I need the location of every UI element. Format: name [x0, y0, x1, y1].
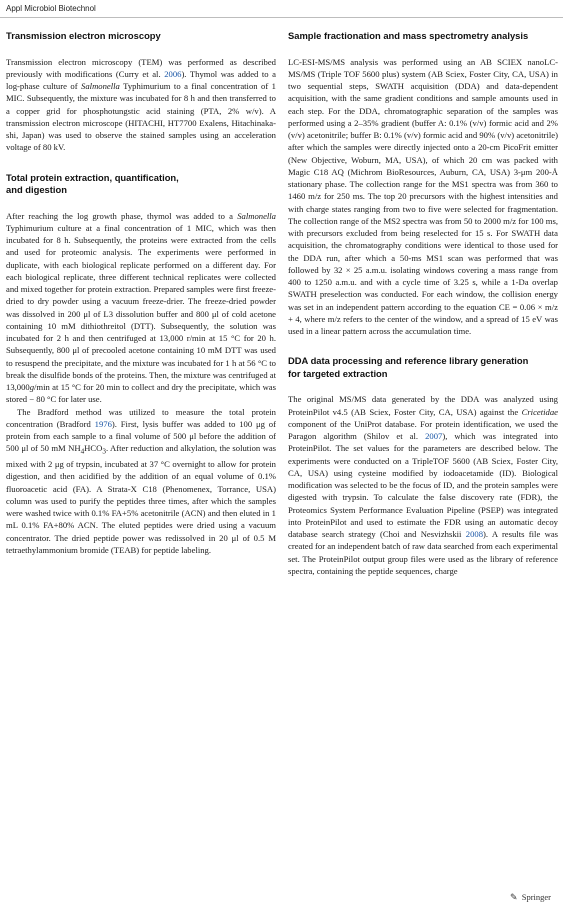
running-header [0, 0, 563, 18]
citation-link-bradford[interactable]: 1976 [94, 418, 112, 429]
paragraph-bradford: The Bradford method was utilized to measure the total protein concentration (Bradford 1976). First, lysis buffer was added to 100 μg of protein from each sample to a final volume of 500 μl before the addition of 500 μl of 50 mM $NH_4HCO_3$. After reduction and alkylation, the solution was mixed with 2 μg of trypsin, incubated at 37 °C overnight to allow for protein digestion, and then acidified by the addition of an equal volume of 0.1% fluoroacetic acid (FA). A Strata-X C18 (Phenomenex, Torrance, USA) column was used to purify the peptides three times, after which the samples were washed twice with 0.1% FA+5% acetonitrile (ACN) and then eluted in 1 mL 0.1% FA+80% ACN. The eluted peptides were dried using a vacuum concentrator. The dried peptide power was redissolved in 20 μl of 0.5 M tetraethylammonium bromide (TEAB) for peptide labeling. [6, 406, 276, 555]
section-title-fractionation: Sample fractionation and mass spectrometry analysis [288, 30, 529, 41]
section-title-tem: Transmission electron microscopy [6, 30, 161, 41]
paragraph-fractionation: LC-ESI-MS/MS analysis was performed using an AB SCIEX nanoLC-MS/MS (Triple TOF 5600 plus) system (AB Sciex, Foster City, CA, USA) in two sequential steps, SWATH acquisition (DDA) and data-dependent acquisition, with the same gradient conditions and sample amounts used in each step. For the DDA, chromatographic separation of the samples was performed using a 2–35% gradient (buffer A: 0.1% (v/v) formic acid and 2% (v/v) acetonitrile; buffer B: 0.1% (v/v) formic acid and 90% (v/v) acetonitrile) after which the samples were directly injected onto a 20-cm PicoFrit emitter (New Objective, Woburn, MA, USA), of which 20 cm was packed with Magic C18 AQ (Michrom BioResources, Auburn, CA, USA) 3-μm 200-Å stationary phase. The collection range for the MS1 spectra was from 360 to 1460 m/z for 250 ms. The top 20 precursors with the highest intensities and with charge states ranging from two to five were selected for fragmentation. The collection range of the MS2 spectra was from 50 to 2000 m/z for 100 ms, with precursors excluded from being reselected for 15 s. For SWATH data acquisition, the chromatography conditions were identical to those used for the DDA run, after which a 50-ms MS1 scan was performed that was followed by 32 × 25 a.m.u. isolating windows covering a mass range from 400 to 1250 a.m.u. and with a cycle time of 3.25 s, while a 1-Da overlap SWATH preselection was conducted. For each window, the collision energy was set in an independent pattern according to the equation CE = 0.06 × m/z + 4, where m/z refers to the center of the window, and a spread of 15 eV was used in a linear pattern across the accumulation time. [288, 56, 558, 336]
publisher-footer [510, 892, 551, 903]
section-title-protein-extraction: Total protein extraction, quantification, and digestion [6, 171, 179, 195]
paragraph-protein-extraction: After reaching the log growth phase, thymol was added to a Salmonella Typhimurium culture at a final concentration of 1 MIC, which was then incubated for 8 h. Subsequently, the proteins were extracted from the cells and used for proteomic analysis. The experiments were performed in duplicate, with each biological replicate performed on a different day. For each biological replicate, three different technical replicates were collected and mixed together for protein extraction. Prepared samples were first freeze-dried to dry powder using a vacuum freeze-drier. The freeze-dried powder was dissolved in 200 μl of L3 dissolution buffer and 800 μl of cold acetone containing 10 mM dithiothreitol (DTT). Subsequently, the solution was incubated for 2 h and then centrifuged at 13,000 r/min at 15 °C for 20 h. Subsequently, 800 μl of precooled acetone containing 10 mM DTT was used to resuspend the precipitate, and the mixture was incubated for 1 h at 56 °C to break the disulfide bonds of the proteins. Then, the mixture was centrifuged at 13,000g/min at 15 °C for 20 min to collect and dry the precipitate, which was stored − 80 °C for later use. [6, 210, 277, 405]
citation-link-shilov[interactable]: 2007 [425, 431, 443, 441]
right-column [288, 30, 558, 577]
citation-link-choi[interactable]: 2008 [465, 529, 483, 539]
paragraph-dda-processing: The original MS/MS data generated by the DDA was analyzed using ProteinPilot v4.5 (AB Sciex, Foster City, CA, USA) against the Cricetidae component of the UniProt database. For protein identification, we used the Paragon algorithm (Shilov et al. 2007), which was integrated into ProteinPilot. The set values for the parameters are described below. The experiments were conducted on a TripleTOF 5600 (AB Sciex, Foster City, CA, USA) using cysteine modified by iodoacetamide (ID). Biological modification was selected to be the focus of ID, and the protein samples were digested with trypsin. To calculate the false discovery rate (FDR), the Proteomics System Performance Evaluation Pipeline (PSEP) was integrated into ProteinPilot and used to estimate the FDR using an automatic decoy database search strategy (Choi and Nesvizhskii 2008). A results file was created for an independent batch of raw data searched from each experimental set. The ProteinPilot output group files were used as the library of reference spectra, containing the peptide sequences, charge [288, 394, 558, 576]
publisher-name: Springer [521, 892, 551, 902]
left-column [6, 30, 276, 556]
citation-link-curry[interactable]: 2006 [164, 68, 182, 79]
journal-name: Appl Microbiol Biotechnol [6, 4, 96, 13]
section-title-dda-processing: DDA data processing and reference library generation for targeted extraction [288, 355, 529, 379]
paragraph-tem: Transmission electron microscopy (TEM) was performed as described previously with modifications (Curry et al. 2006). Thymol was added to a log-phase culture of Salmonella Typhimurium to a final concentration of 1 MIC. Subsequently, the mixture was incubated for 8 h and then transferred to a copper grid for phosphotungstic acid staining (PTA, 2% w/v). A transmission electron microscope (HITACHI, HT7700 Exalens, Hitachinaka-shi, Japan) was used to observe the stained samples using an acceleration voltage of 80 kV. [6, 56, 276, 153]
springer-logo-icon: ✎ [510, 892, 518, 902]
